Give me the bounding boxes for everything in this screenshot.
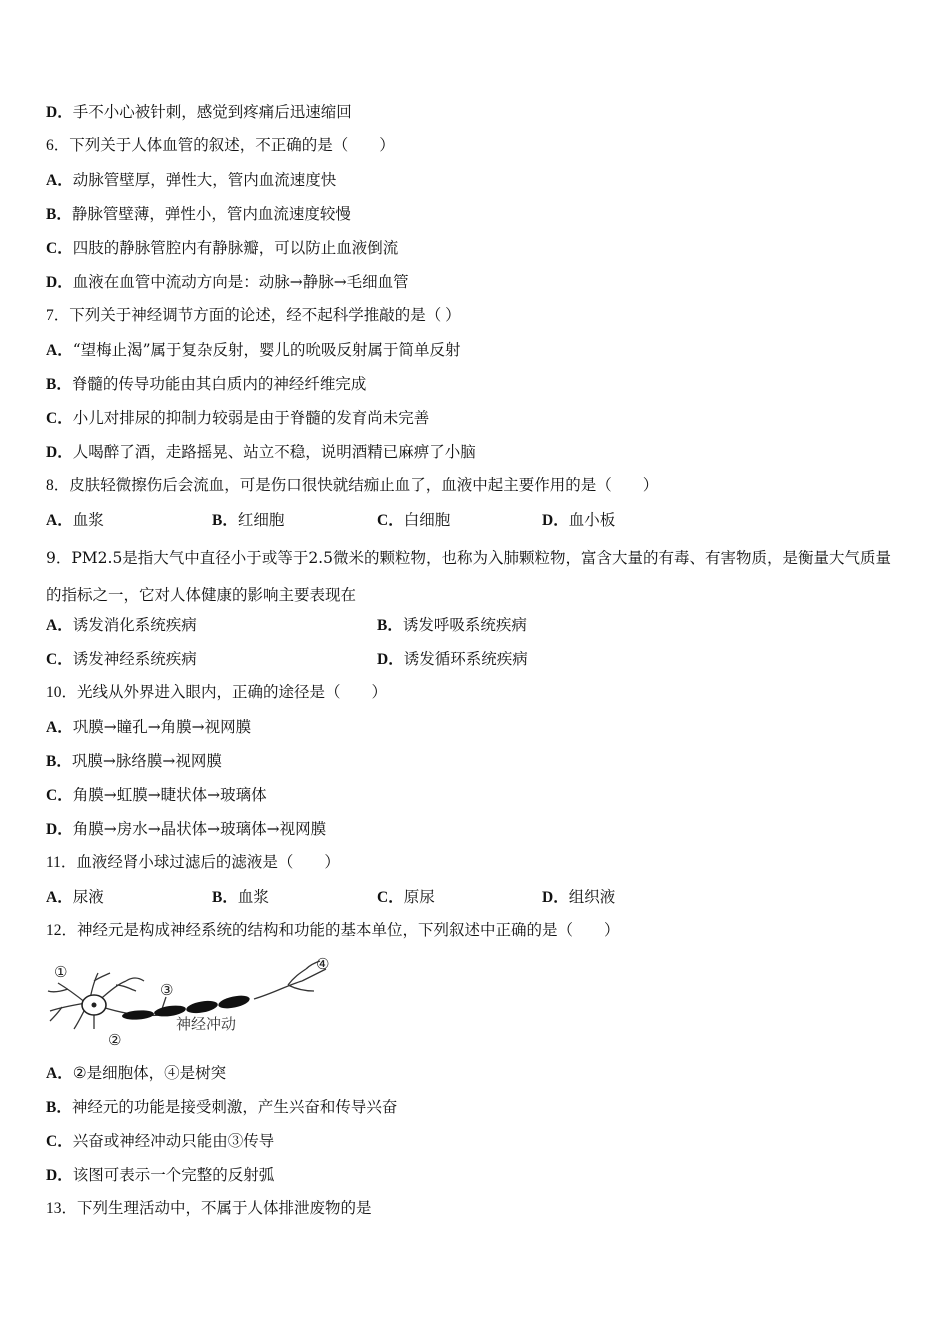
q5-option-d: D．手不小心被针刺，感觉到疼痛后迅速缩回 bbox=[46, 103, 352, 121]
q11-option-d: D．组织液 bbox=[542, 888, 616, 906]
q11-stem: 11．血液经肾小球过滤后的滤液是（ ） bbox=[46, 854, 340, 871]
mark-3: ③ bbox=[160, 981, 174, 999]
q10-option-a: A．巩膜→瞳孔→角膜→视网膜 bbox=[46, 718, 252, 736]
q12-option-a: A．②是细胞体，④是树突 bbox=[46, 1064, 227, 1082]
diagram-caption: 神经冲动 bbox=[176, 1015, 237, 1033]
q11-option-c: C．原尿 bbox=[377, 888, 435, 906]
mark-4: ④ bbox=[316, 955, 330, 973]
q6-option-a: A．动脉管壁厚，弹性大，管内血流速度快 bbox=[46, 171, 337, 189]
q9-option-c: C．诱发神经系统疾病 bbox=[46, 650, 197, 668]
q8-option-b: B．红细胞 bbox=[212, 511, 285, 529]
q8-stem: 8．皮肤轻微擦伤后会流血，可是伤口很快就结痂止血了，血液中起主要作用的是（ ） bbox=[46, 477, 659, 494]
q9-stem: 9．PM2.5是指大气中直径小于或等于2.5微米的颗粒物，也称为入肺颗粒物，富含大量的有毒、有害物质，是衡量大气质量的指标之一，它对人体健康的影响主要表现在 bbox=[46, 549, 891, 604]
neuron-diagram bbox=[44, 955, 344, 1047]
q12-option-b: B．神经元的功能是接受刺激，产生兴奋和传导兴奋 bbox=[46, 1098, 398, 1116]
q10-option-b: B．巩膜→脉络膜→视网膜 bbox=[46, 752, 222, 770]
q10-option-d: D．角膜→房水→晶状体→玻璃体→视网膜 bbox=[46, 820, 327, 838]
q12-option-c: C．兴奋或神经冲动只能由③传导 bbox=[46, 1132, 275, 1150]
q12-option-d: D．该图可表示一个完整的反射弧 bbox=[46, 1166, 275, 1184]
q13-stem: 13．下列生理活动中，不属于人体排泄废物的是 bbox=[46, 1200, 372, 1217]
q9-option-d: D．诱发循环系统疾病 bbox=[377, 650, 528, 668]
q8-option-d: D．血小板 bbox=[542, 511, 616, 529]
q7-option-a: A．“望梅止渴”属于复杂反射，婴儿的吮吸反射属于简单反射 bbox=[46, 341, 461, 359]
q10-stem: 10．光线从外界进入眼内，正确的途径是（ ） bbox=[46, 684, 388, 701]
q11-option-b: B．血浆 bbox=[212, 888, 269, 906]
q8-option-a: A．血浆 bbox=[46, 511, 104, 529]
q10-option-c: C．角膜→虹膜→睫状体→玻璃体 bbox=[46, 786, 267, 804]
q12-stem: 12．神经元是构成神经系统的结构和功能的基本单位，下列叙述中正确的是（ ） bbox=[46, 922, 620, 939]
q7-stem: 7．下列关于神经调节方面的论述，经不起科学推敲的是（ ） bbox=[46, 307, 461, 324]
q9-option-a: A．诱发消化系统疾病 bbox=[46, 616, 197, 634]
q6-option-d: D．血液在血管中流动方向是：动脉→静脉→毛细血管 bbox=[46, 273, 409, 291]
q6-stem: 6．下列关于人体血管的叙述，不正确的是（ ） bbox=[46, 137, 395, 154]
q7-option-d: D．人喝醉了酒，走路摇晃、站立不稳，说明酒精已麻痹了小脑 bbox=[46, 443, 476, 461]
mark-2: ② bbox=[108, 1031, 122, 1047]
q6-option-b: B．静脉管壁薄，弹性小，管内血流速度较慢 bbox=[46, 205, 351, 223]
q7-option-c: C．小儿对排尿的抑制力较弱是由于脊髓的发育尚未完善 bbox=[46, 409, 430, 427]
q9-option-b: B．诱发呼吸系统疾病 bbox=[377, 616, 527, 634]
q6-option-c: C．四肢的静脉管腔内有静脉瓣，可以防止血液倒流 bbox=[46, 239, 399, 257]
q11-option-a: A．尿液 bbox=[46, 888, 104, 906]
mark-1: ① bbox=[54, 963, 68, 981]
q7-option-b: B．脊髓的传导功能由其白质内的神经纤维完成 bbox=[46, 375, 367, 393]
q8-option-c: C．白细胞 bbox=[377, 511, 451, 529]
